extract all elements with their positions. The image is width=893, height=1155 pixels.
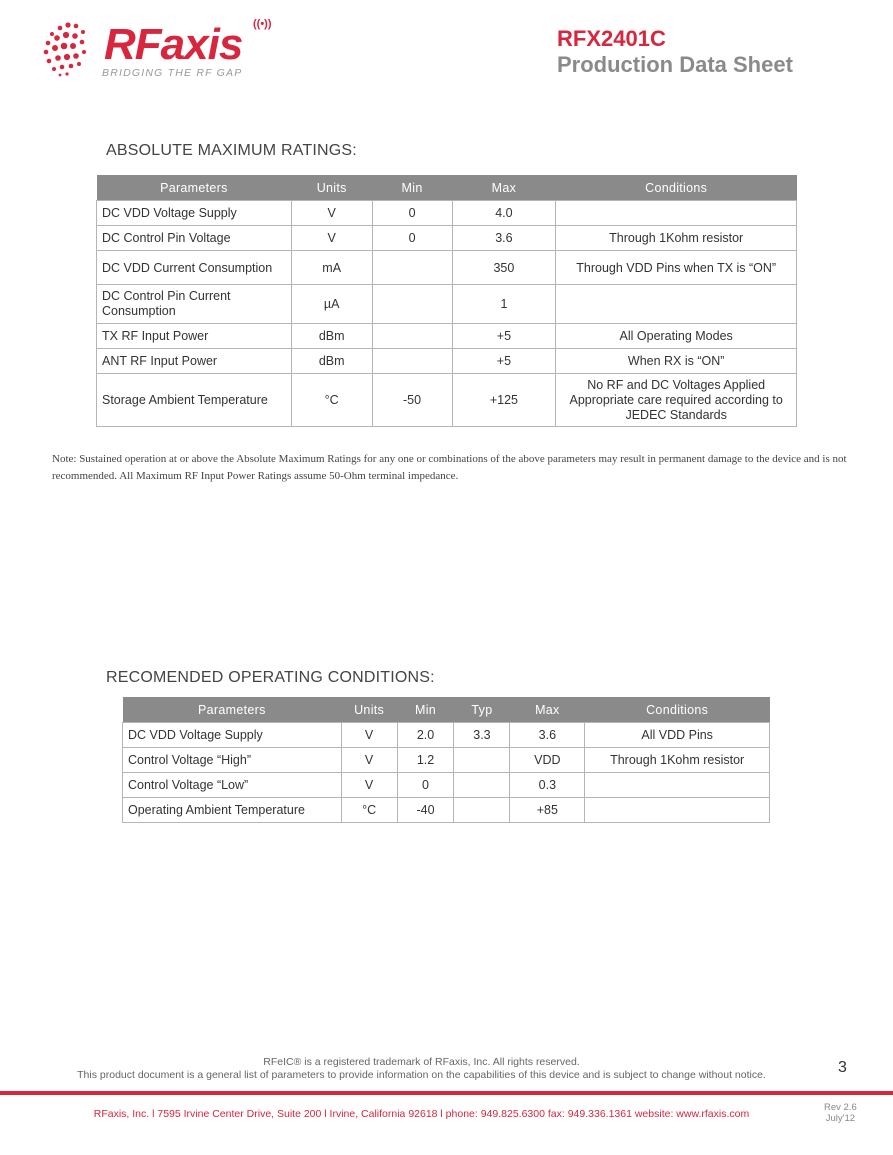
column-header: Conditions <box>556 175 797 201</box>
conditions-cell: When RX is “ON” <box>556 349 797 374</box>
units-cell: V <box>291 201 372 226</box>
param-cell: DC VDD Voltage Supply <box>97 201 292 226</box>
document-title: Production Data Sheet <box>557 52 793 77</box>
table-header-row <box>123 697 770 723</box>
revision-info <box>824 1102 857 1124</box>
units-cell: V <box>341 748 397 773</box>
min-cell <box>372 251 452 285</box>
max-cell: +125 <box>452 374 556 427</box>
param-cell: DC Control Pin Voltage <box>97 226 292 251</box>
min-cell <box>372 324 452 349</box>
min-cell: -40 <box>397 798 454 823</box>
trademark-notice: RFeIC® is a registered trademark of RFaxis, Inc. All rights reserved. <box>263 1056 580 1068</box>
min-cell: 0 <box>397 773 454 798</box>
signal-icon: ((•)) <box>253 18 272 30</box>
ratings-note: Note: Sustained operation at or above the Absolute Maximum Ratings for any one or combinations of the above parameters may result in permanent damage to the device and is not recommended. All Maximum RF Input Power Ratings assume 50-Ohm terminal impedance. <box>52 453 847 482</box>
conditions-cell: All Operating Modes <box>556 324 797 349</box>
param-cell: Control Voltage “Low” <box>123 773 342 798</box>
typ-cell <box>454 748 510 773</box>
footer-divider <box>0 1091 893 1095</box>
max-cell: 4.0 <box>452 201 556 226</box>
min-cell: 0 <box>372 226 452 251</box>
units-cell: V <box>341 773 397 798</box>
units-cell: dBm <box>291 349 372 374</box>
conditions-cell <box>585 773 770 798</box>
table-row <box>97 285 797 324</box>
table-row <box>97 349 797 374</box>
param-cell: Control Voltage “High” <box>123 748 342 773</box>
table-header-row <box>97 175 797 201</box>
min-cell: 0 <box>372 201 452 226</box>
param-cell: Operating Ambient Temperature <box>123 798 342 823</box>
logo-wordmark: RFaxis <box>104 20 243 69</box>
units-cell: µA <box>291 285 372 324</box>
max-cell: 3.6 <box>452 226 556 251</box>
table-row <box>97 251 797 285</box>
max-cell: VDD <box>510 748 585 773</box>
min-cell: -50 <box>372 374 452 427</box>
min-cell <box>372 285 452 324</box>
table-row <box>97 374 797 427</box>
units-cell: mA <box>291 251 372 285</box>
section-title-absolute-max: ABSOLUTE MAXIMUM RATINGS: <box>106 142 357 159</box>
column-header: Max <box>510 697 585 723</box>
table-row <box>97 324 797 349</box>
param-cell: DC VDD Current Consumption <box>97 251 292 285</box>
conditions-cell: Through VDD Pins when TX is “ON” <box>556 251 797 285</box>
units-cell: dBm <box>291 324 372 349</box>
max-cell: 350 <box>452 251 556 285</box>
min-cell <box>372 349 452 374</box>
param-cell: DC Control Pin Current Consumption <box>97 285 292 324</box>
units-cell: V <box>341 723 397 748</box>
column-header: Units <box>341 697 397 723</box>
section-title-recommended: RECOMENDED OPERATING CONDITIONS: <box>106 669 435 686</box>
conditions-cell: Through 1Kohm resistor <box>556 226 797 251</box>
typ-cell: 3.3 <box>454 723 510 748</box>
min-cell: 1.2 <box>397 748 454 773</box>
column-header: Min <box>397 697 454 723</box>
max-cell: +5 <box>452 349 556 374</box>
max-cell: +85 <box>510 798 585 823</box>
max-cell: 1 <box>452 285 556 324</box>
units-cell: °C <box>291 374 372 427</box>
param-cell: TX RF Input Power <box>97 324 292 349</box>
rfaxis-logo <box>38 14 308 82</box>
table-row <box>123 723 770 748</box>
conditions-cell <box>556 201 797 226</box>
revision-date: July'12 <box>825 1113 856 1124</box>
part-number: RFX2401C <box>557 26 666 51</box>
disclaimer: This product document is a general list of parameters to provide information on the capabilities of this device and is subject to change without notice. <box>77 1069 766 1081</box>
revision-number: Rev 2.6 <box>824 1102 857 1113</box>
units-cell: V <box>291 226 372 251</box>
table-row <box>123 748 770 773</box>
column-header: Max <box>452 175 556 201</box>
recommended-conditions-table <box>122 697 770 823</box>
table-row <box>97 201 797 226</box>
conditions-cell <box>585 798 770 823</box>
table-row <box>123 773 770 798</box>
units-cell: °C <box>341 798 397 823</box>
conditions-cell: All VDD Pins <box>585 723 770 748</box>
max-cell: 0.3 <box>510 773 585 798</box>
column-header: Parameters <box>97 175 292 201</box>
column-header: Units <box>291 175 372 201</box>
column-header: Parameters <box>123 697 342 723</box>
column-header: Min <box>372 175 452 201</box>
company-address: RFaxis, Inc. l 7595 Irvine Center Drive, Suite 200 l Irvine, California 92618 l phone: 949.825.6300 fax: 949.336.1361 website: www.rfaxis.com <box>93 1108 750 1120</box>
conditions-cell: No RF and DC Voltages Applied Appropriate care required according to JEDEC Standards <box>556 374 797 427</box>
table-row <box>123 798 770 823</box>
param-cell: DC VDD Voltage Supply <box>123 723 342 748</box>
max-cell: +5 <box>452 324 556 349</box>
conditions-cell: Through 1Kohm resistor <box>585 748 770 773</box>
param-cell: ANT RF Input Power <box>97 349 292 374</box>
typ-cell <box>454 798 510 823</box>
conditions-cell <box>556 285 797 324</box>
min-cell: 2.0 <box>397 723 454 748</box>
table-row <box>97 226 797 251</box>
page-number: 3 <box>838 1059 847 1076</box>
absolute-max-table <box>96 175 797 427</box>
param-cell: Storage Ambient Temperature <box>97 374 292 427</box>
logo-tagline: BRIDGING THE RF GAP <box>102 67 243 79</box>
max-cell: 3.6 <box>510 723 585 748</box>
typ-cell <box>454 773 510 798</box>
column-header: Conditions <box>585 697 770 723</box>
column-header: Typ <box>454 697 510 723</box>
